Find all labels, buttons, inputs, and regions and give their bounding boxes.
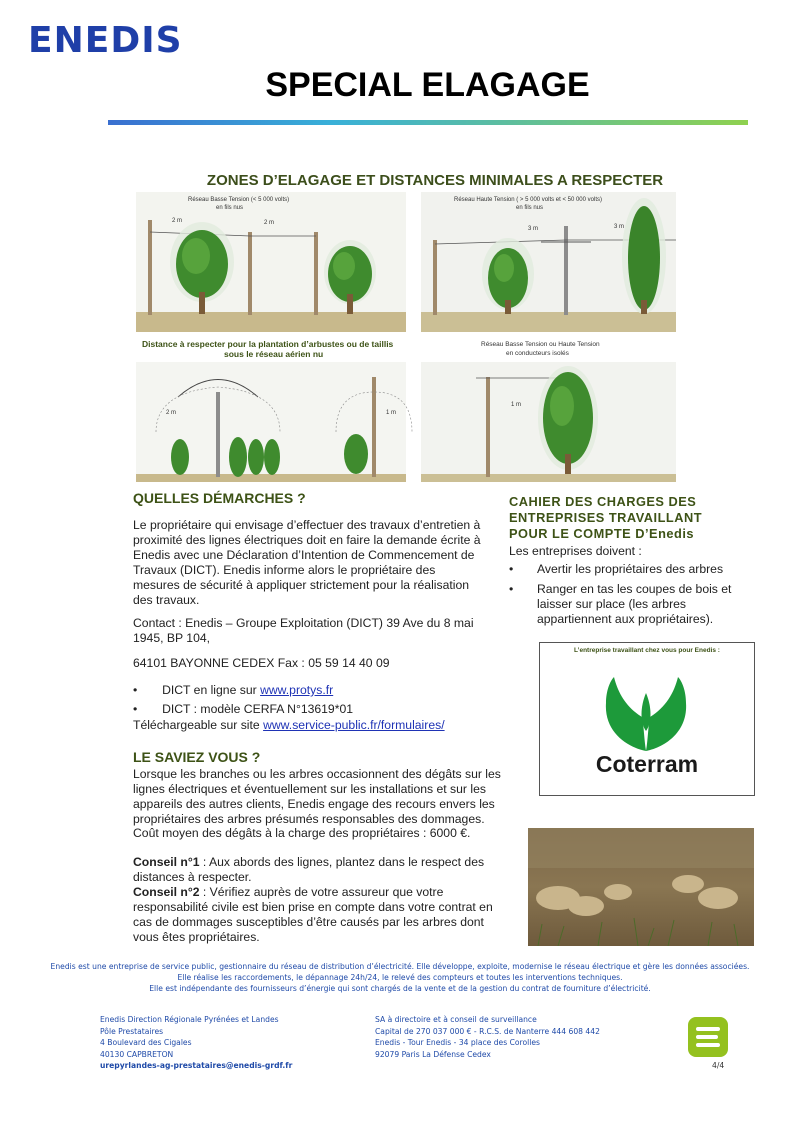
address-line: Pôle Prestataires <box>100 1026 164 1036</box>
bullet: • <box>509 582 514 596</box>
address-line: Capital de 270 037 000 € - R.C.S. de Nanterre 444 608 442 <box>375 1026 600 1036</box>
dict-online-line <box>133 683 493 698</box>
svg-text:3 m: 3 m <box>528 226 539 232</box>
enedis-logo: ENEDIS <box>28 20 183 61</box>
download-line <box>133 718 513 733</box>
coterram-logo-icon <box>596 673 696 753</box>
bullet: • <box>509 562 514 576</box>
conseil-1 <box>133 855 513 885</box>
bullet: • <box>133 702 138 716</box>
enedis-badge-icon <box>688 1017 728 1057</box>
dict-model: DICT : modèle CERFA N°13619*01 <box>162 702 354 716</box>
svg-text:2 m: 2 m <box>166 410 177 416</box>
svg-text:3 m: 3 m <box>614 224 625 230</box>
footer-note-line: Elle est indépendante des fournisseurs d’énergie qui sont chargés de la vente et de la gestion du contrat de fourniture d’électricité. <box>149 984 651 993</box>
page-title: SPECIAL ELAGAGE <box>265 66 590 104</box>
download-label: Téléchargeable sur site <box>133 718 264 732</box>
cahier-list <box>509 562 749 627</box>
svg-text:2 m: 2 m <box>264 220 275 226</box>
conseil-1-text: : Aux abords des lignes, plantez dans le respect des distances à respecter. <box>133 855 485 884</box>
conseil-2-text: : Vérifiez auprès de votre assureur que votre responsabilité civile est bien prise en compte dans votre contrat en cas de dommages susceptibles d’être causés par les arbres dont vous êtes propriétaires. <box>133 885 493 944</box>
svg-text:2 m: 2 m <box>172 218 183 224</box>
list-item-text: Ranger en tas les coupes de bois et laisser sur place (les arbres appartiennent aux propriétaires). <box>537 582 732 626</box>
protys-link[interactable]: www.protys.fr <box>260 683 334 697</box>
conseil-2 <box>133 885 513 945</box>
footer-note <box>20 961 780 994</box>
label-plantation: Distance à respecter pour la plantation d’arbustes ou de taillis <box>142 339 394 349</box>
conseil-2-label: Conseil n°2 <box>133 885 200 899</box>
label-ht-sub: en fils nus <box>516 205 544 211</box>
svg-text:1 m: 1 m <box>386 410 397 416</box>
footer-note-line: Enedis est une entreprise de service public, gestionnaire du réseau de distribution d’électricité. Elle développe, exploite, modernise le réseau électrique et gère les données associées. <box>50 962 750 971</box>
legal-address <box>375 1014 600 1060</box>
page-number: 4/4 <box>712 1061 725 1070</box>
contact-address: Contact : Enedis – Groupe Exploitation (DICT) 39 Ave du 8 mai 1945, BP 104, <box>133 616 474 645</box>
coterram-name: Coterram <box>595 751 699 777</box>
demarches-paragraph: Le propriétaire qui envisage d’effectuer des travaux d’entretien à proximité des lignes électriques doit en faire la demande écrite à Enedis avec une Déclaration d’Intention de Commencement de Travaux (DICT). Enedis informe alors le propriétaire des mesures de sécurité à appliquer strictement pour la réalisation des travaux. <box>133 518 481 607</box>
zones-title: ZONES D’ELAGAGE ET DISTANCES MINIMALES A RESPECTER <box>206 172 664 189</box>
cahier-intro: Les entreprises doivent : <box>509 544 642 558</box>
contact-email[interactable]: urepyrlandes-ag-prestataires@enedis-grdf.fr <box>100 1061 293 1070</box>
label-ht: Réseau Haute Tension ( > 5 000 volts et < 50 000 volts) <box>454 197 602 203</box>
dict-model-line <box>133 702 493 717</box>
city-fax: 64101 BAYONNE CEDEX Fax : 05 59 14 40 09 <box>133 656 390 670</box>
label-plantation-sub: sous le réseau aérien nu <box>224 349 324 359</box>
list-item <box>509 582 749 627</box>
address-line: 40130 CAPBRETON <box>100 1049 174 1059</box>
dict-online-label: DICT en ligne sur <box>162 683 261 697</box>
title-divider <box>108 120 748 125</box>
bullet: • <box>133 683 138 697</box>
footer-note-line: Elle réalise les raccordements, le dépannage 24h/24, le relevé des compteurs et toutes les interventions techniques. <box>177 973 623 982</box>
list-item <box>509 562 749 577</box>
label-isoles-sub: en conducteurs isolés <box>506 350 569 357</box>
regional-address <box>100 1014 292 1072</box>
cahier-title: CAHIER DES CHARGES DES ENTREPRISES TRAVAILLANT POUR LE COMPTE D’Enedis <box>509 494 703 541</box>
address-line: Enedis - Tour Enedis - 34 place des Corolles <box>375 1038 540 1047</box>
address-line: 92079 Paris La Défense Cedex <box>375 1049 491 1059</box>
address-line: 4 Boulevard des Cigales <box>100 1038 192 1047</box>
address-line: SA à directoire et à conseil de surveillance <box>375 1015 537 1024</box>
coterram-caption: L’entreprise travaillant chez vous pour Enedis : <box>574 647 720 654</box>
elagage-illustration <box>136 192 676 482</box>
label-bt: Réseau Basse Tension (< 5 000 volts) <box>188 197 290 203</box>
list-item-text: Avertir les propriétaires des arbres <box>537 562 724 576</box>
service-public-link[interactable]: www.service-public.fr/formulaires/ <box>263 718 445 732</box>
label-bt-sub: en fils nus <box>216 205 244 211</box>
label-isoles: Réseau Basse Tension ou Haute Tension <box>481 341 600 348</box>
address-line: Enedis Direction Régionale Pyrénées et Landes <box>100 1015 279 1024</box>
demarches-heading: QUELLES DÉMARCHES ? <box>133 490 306 506</box>
conseil-1-label: Conseil n°1 <box>133 855 200 869</box>
svg-text:1 m: 1 m <box>511 402 522 408</box>
saviez-heading: LE SAVIEZ VOUS ? <box>133 749 261 765</box>
coterram-box <box>539 642 755 796</box>
saviez-paragraph: Lorsque les branches ou les arbres occasionnent des dégâts sur les lignes électriques et éventuellement sur les installations et sur les appareils des autres clients, Enedis engage des recours envers les propriétaires des arbres présumés responsables des dommages. <box>133 767 501 826</box>
saviez-cost: Coût moyen des dégâts à la charge des propriétaires : 6000 €. <box>133 826 471 840</box>
wood-cuttings-photo <box>528 828 754 946</box>
